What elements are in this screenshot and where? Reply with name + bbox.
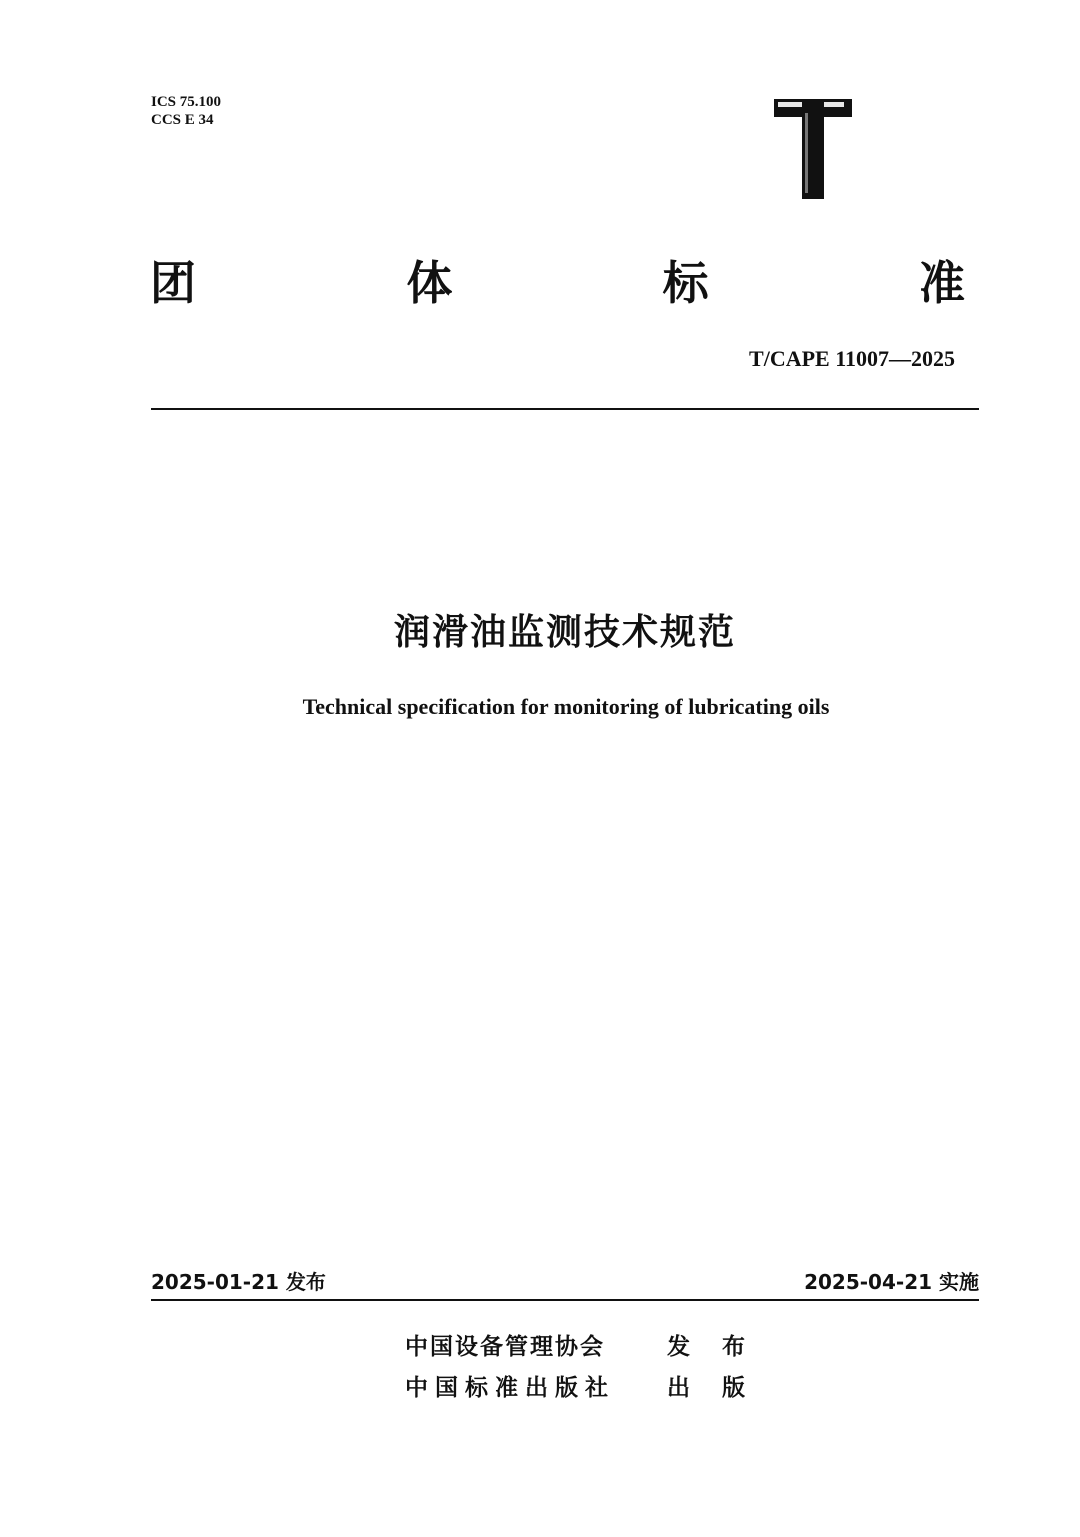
- standard-type-char: 团: [150, 256, 196, 310]
- top-divider: [151, 408, 979, 410]
- publisher-row: [405, 1327, 757, 1361]
- ics-code: ICS 75.100: [151, 94, 222, 110]
- title-chinese: 润滑油监测技术规范: [393, 612, 736, 653]
- publisher-org: 中国设备管理协会: [405, 1333, 605, 1360]
- standard-type-char: 体: [406, 256, 453, 310]
- standard-type-char: 标: [662, 256, 709, 310]
- implementation-date: 2025-04-21 实施: [804, 1270, 979, 1294]
- t-letter-logo-icon: [774, 99, 852, 199]
- publisher-row: [405, 1368, 757, 1402]
- issue-date: 2025-01-21 发布: [151, 1270, 326, 1294]
- bottom-divider: [151, 1299, 979, 1301]
- standard-code: T/CAPE 11007—2025: [749, 346, 955, 371]
- standard-type-char: 准: [918, 256, 965, 310]
- title-english: Technical specification for monitoring of lubricating oils: [302, 694, 830, 719]
- publisher-org: 中国标准出版社: [405, 1374, 615, 1401]
- ccs-code: CCS E 34: [151, 112, 214, 128]
- publisher-role: 发 布: [667, 1333, 758, 1360]
- publisher-role: 出 版: [667, 1374, 758, 1401]
- standard-type-heading: [150, 248, 965, 312]
- classification-codes: [151, 93, 221, 129]
